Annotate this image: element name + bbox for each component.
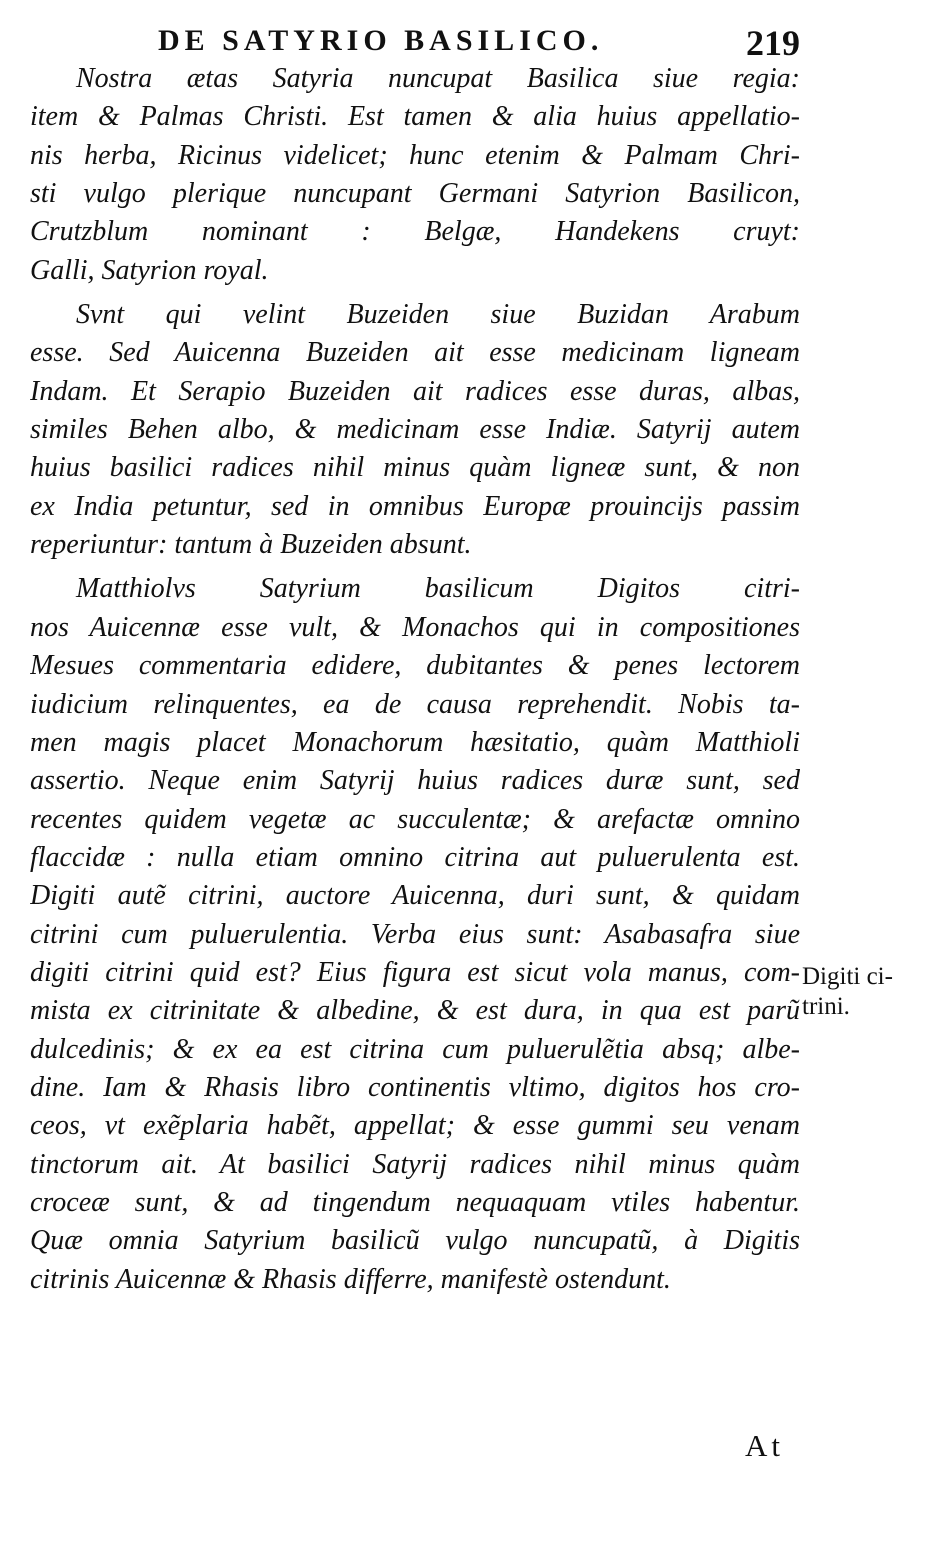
text-line: recentes quidem vegetæ ac succulentæ; & arefactæ omnino [30,803,800,835]
text-line: item & Palmas Christi. Est tamen & alia huius appellatio- [30,101,800,133]
text-line: Galli, Satyrion royal. [30,254,269,286]
text-line: Nostra ætas Satyria nuncupat Basilica siue regia: [76,63,800,94]
text-line: Digiti autẽ citrini, auctore Auicenna, duri sunt, & quidam [30,880,800,912]
text-line: Quæ omnia Satyrium basilicũ vulgo nuncupatũ, à Digitis [30,1225,800,1257]
text-line: men magis placet Monachorum hæsitatio, quàm Matthioli [30,726,800,758]
page-number: 219 [746,23,800,63]
margin-note [802,962,922,1022]
text-line: dine. Iam & Rhasis libro continentis vltimo, digitos hos cro- [30,1071,800,1103]
text-line: Svnt qui velint Buzeiden siue Buzidan Arabum [76,299,800,331]
paragraph-1 [30,60,800,290]
text-line: Indam. Et Serapio Buzeiden ait radices esse duras, albas, [30,375,800,407]
text-line: citrini cum puluerulentia. Verba eius sunt: Asabasafra siue [30,918,800,950]
text-line: citrinis Auicennæ & Rhasis differre, manifestè ostendunt. [30,1263,671,1295]
text-line: huius basilici radices nihil minus quàm ligneæ sunt, & non [30,452,800,484]
margin-note-line: trini. [802,993,850,1020]
text-line: ex India petuntur, sed in omnibus Europæ prouincijs passim [30,490,800,522]
text-line: esse. Sed Auicenna Buzeiden ait esse medicinam ligneam [30,337,800,369]
text-line: croceæ sunt, & ad tingendum nequaquam vtiles habentur. [30,1186,800,1218]
text-line: Crutzblum nominant : Belgæ, Handekens cruyt: [30,216,800,248]
text-line: mista ex citrinitate & albedine, & est dura, in qua est parũ [30,995,800,1027]
text-line: ceos, vt exẽplaria habẽt, appellat; & esse gummi seu venam [30,1110,800,1142]
text-line: tinctorum ait. At basilici Satyrij radices nihil minus quàm [30,1148,800,1180]
text-line: assertio. Neque enim Satyrij huius radices duræ sunt, sed [30,765,800,797]
text-line: iudicium relinquentes, ea de causa reprehendit. Nobis ta- [30,688,800,720]
text-line: Matthiolvs Satyrium basilicum Digitos citri- [76,573,800,605]
text-line: nis herba, Ricinus videlicet; hunc etenim & Palmam Chri- [30,139,800,171]
text-line: nos Auicennæ esse vult, & Monachos qui in compositiones [30,611,800,643]
text-line: flaccidæ : nulla etiam omnino citrina aut puluerulenta est. [30,841,800,873]
text-line: reperiuntur: tantum à Buzeiden absunt. [30,529,472,561]
paragraph-2 [30,296,800,564]
text-line: digiti citrini quid est? Eius figura est sicut vola manus, com- [30,956,800,988]
margin-note-line: Digiti ci- [802,963,893,990]
body-text [30,60,800,1305]
text-line: sti vulgo plerique nuncupant Germani Satyrion Basilicon, [30,178,800,210]
running-head: DE SATYRIO BASILICO. [158,24,604,57]
text-line: similes Behen albo, & medicinam esse Indiæ. Satyrij autem [30,414,800,446]
catchword: At [745,1428,784,1463]
paragraph-3 [30,570,800,1299]
text-line: Mesues commentaria edidere, dubitantes & penes lectorem [30,650,800,682]
text-line: dulcedinis; & ex ea est citrina cum puluerulẽtia absq; albe- [30,1033,800,1065]
